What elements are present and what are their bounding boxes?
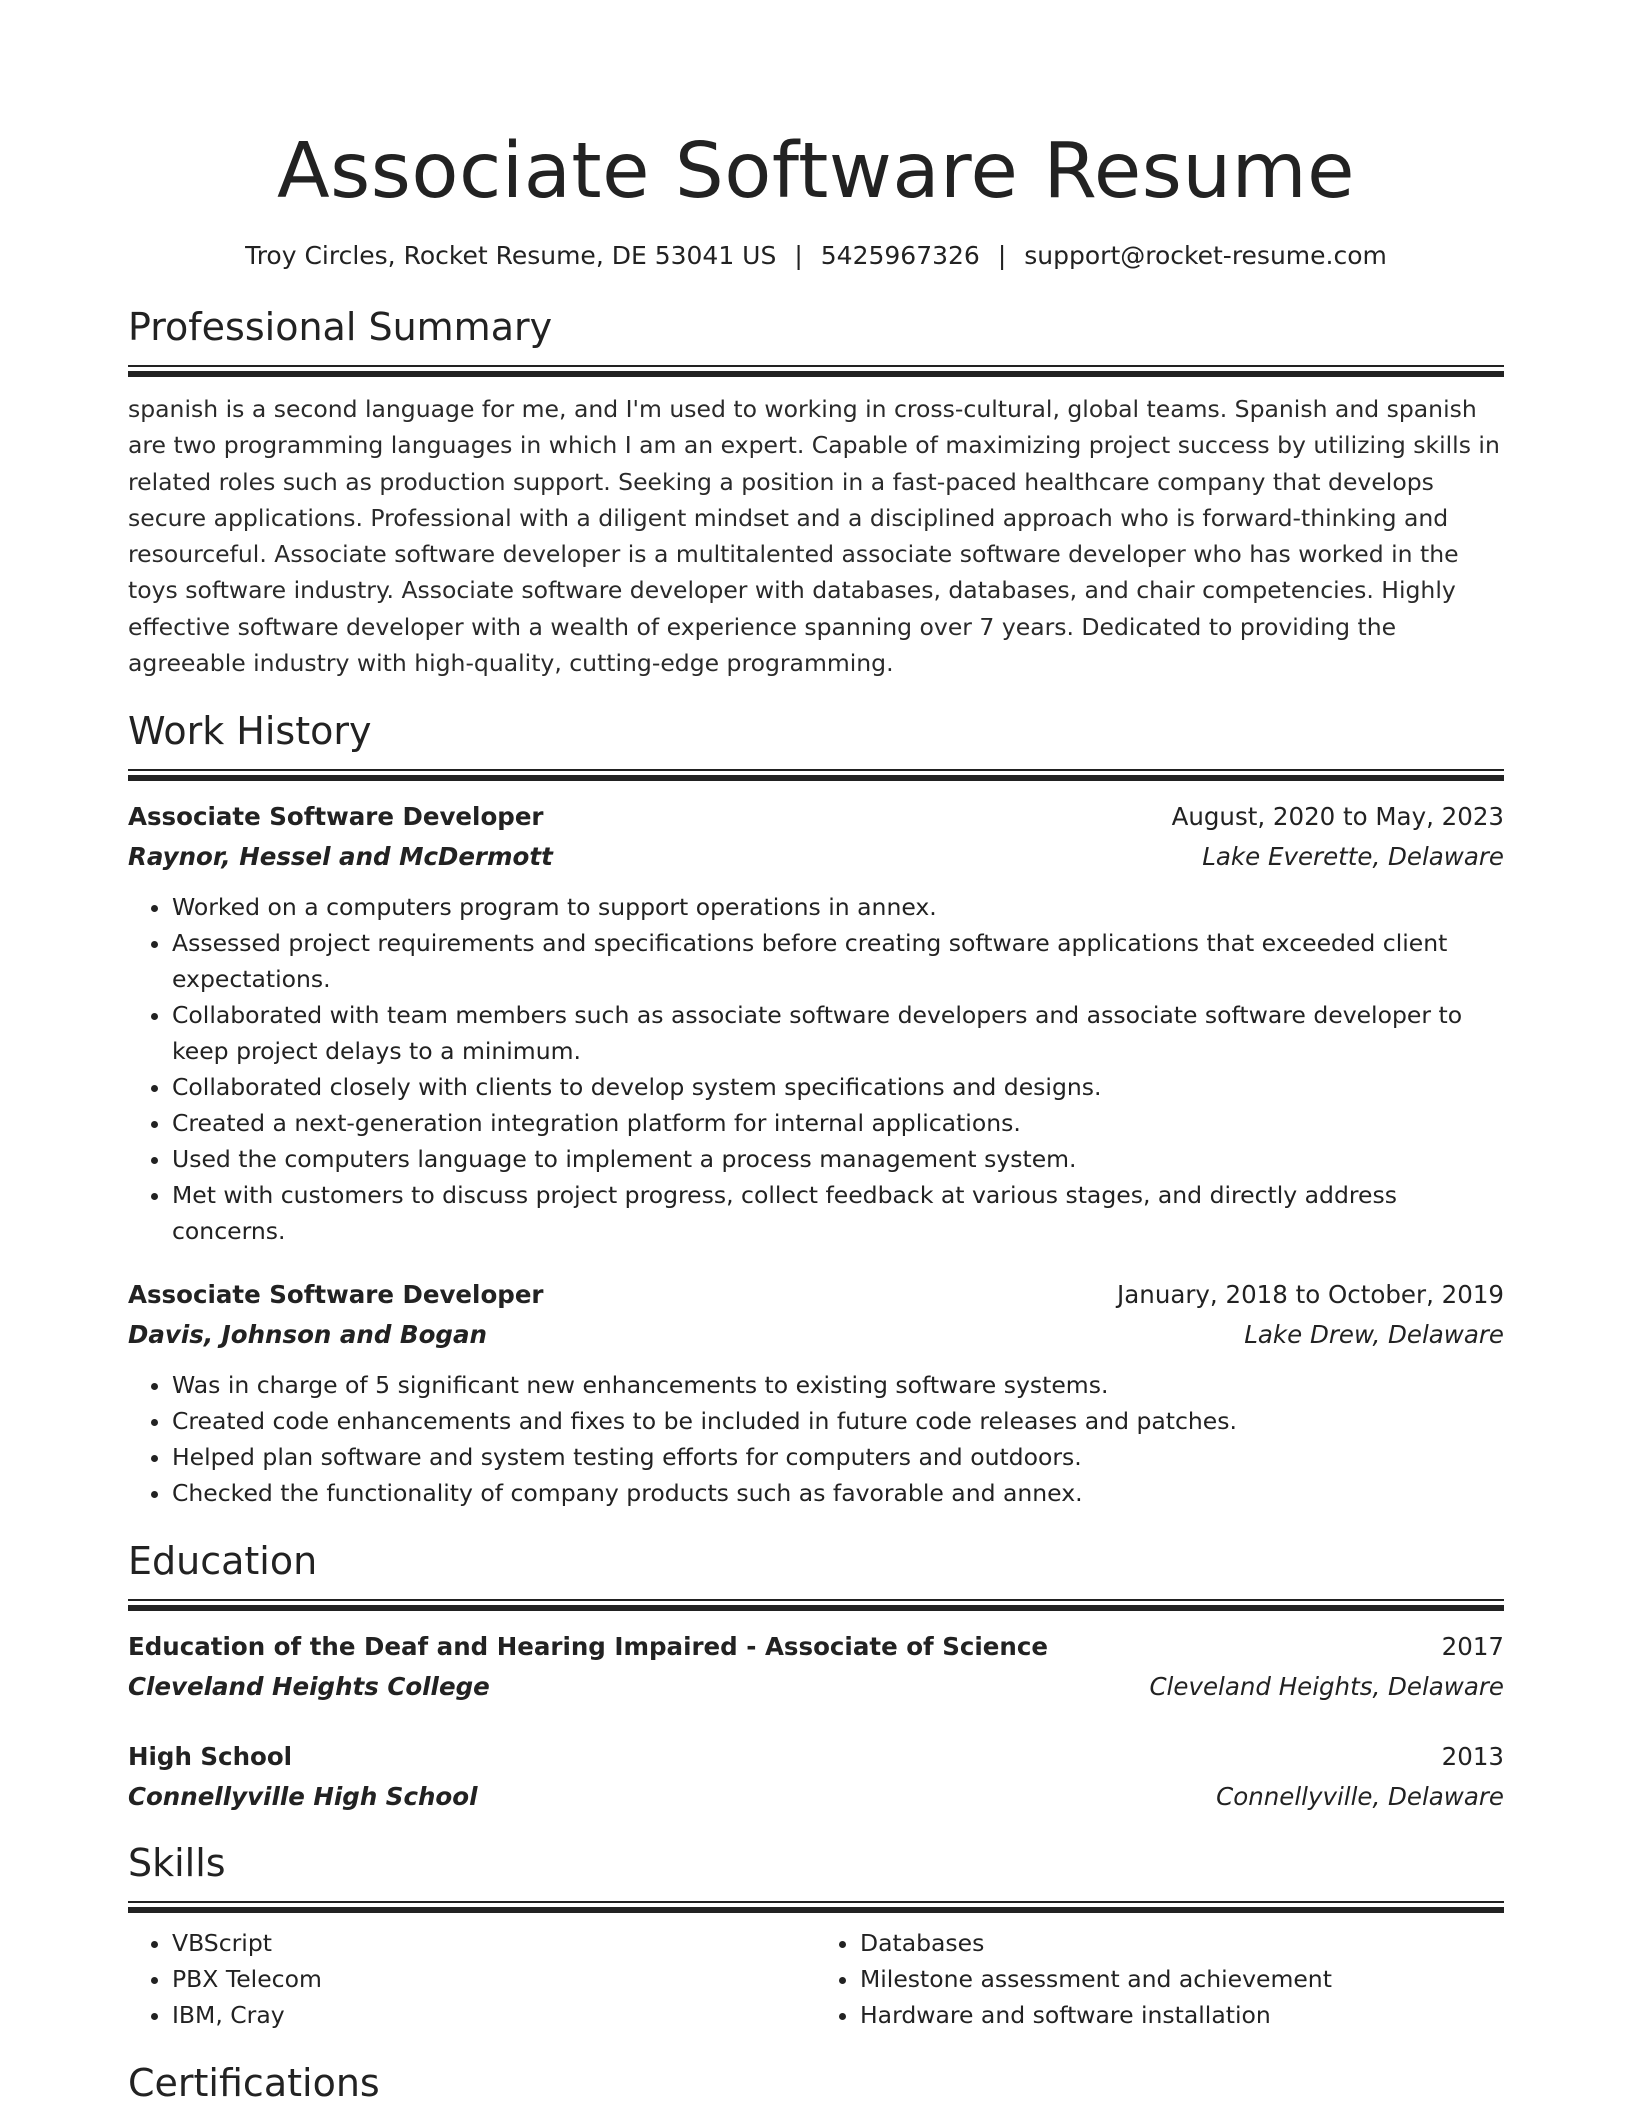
- skill-item: • Databases: [860, 1925, 1504, 1961]
- list-item: • Collaborated with team members such as associate software developers and associate software developer to keep project delays to a minimum.: [172, 997, 1504, 1069]
- skill-item: • PBX Telecom: [172, 1961, 816, 1997]
- contact-separator: |: [997, 241, 1007, 270]
- education-degree: High School: [128, 1742, 293, 1772]
- job-dates: January, 2018 to October, 2019: [1117, 1280, 1504, 1310]
- list-item: • Worked on a computers program to support operations in annex.: [172, 889, 1504, 925]
- section-title-skills: Skills: [128, 1841, 226, 1886]
- resume-title: Associate Software Resume: [276, 127, 1356, 216]
- contact-separator: |: [794, 241, 803, 270]
- education-entry: [128, 1627, 1504, 1707]
- education-year: 2017: [1441, 1632, 1504, 1662]
- education-degree: Education of the Deaf and Hearing Impaired - Associate of Science: [128, 1632, 1048, 1662]
- job-header-row: [128, 1275, 1504, 1315]
- contact-email: support@rocket-resume.com: [1024, 241, 1387, 270]
- education-header-row: [128, 1627, 1504, 1667]
- skill-item: • Milestone assessment and achievement: [860, 1961, 1504, 1997]
- job-company: Davis, Johnson and Bogan: [128, 1320, 487, 1350]
- list-item: • Used the computers language to implement a process management system.: [172, 1141, 1504, 1177]
- list-item: • Helped plan software and system testing efforts for computers and outdoors.: [172, 1439, 1504, 1475]
- list-item: • Was in charge of 5 significant new enhancements to existing software systems.: [172, 1367, 1504, 1403]
- education-header-row: [128, 1737, 1504, 1777]
- list-item: • Met with customers to discuss project progress, collect feedback at various stages, and directly address concerns.: [172, 1177, 1504, 1249]
- skills-section: [128, 1839, 1504, 2033]
- job-role: Associate Software Developer: [128, 802, 544, 832]
- list-item: • Collaborated closely with clients to develop system specifications and designs.: [172, 1069, 1504, 1105]
- job-role: Associate Software Developer: [128, 1280, 544, 1310]
- contact-address: Troy Circles, Rocket Resume, DE 53041 US: [245, 241, 777, 270]
- list-item: • Created code enhancements and fixes to be included in future code releases and patches.: [172, 1403, 1504, 1439]
- job-company-row: [128, 1315, 1504, 1355]
- section-divider: [128, 769, 1504, 781]
- certifications-section: [128, 2059, 1504, 2107]
- skill-item: • IBM, Cray: [172, 1997, 816, 2033]
- job-dates: August, 2020 to May, 2023: [1171, 802, 1504, 832]
- job-company: Raynor, Hessel and McDermott: [128, 842, 553, 872]
- section-title-work-history: Work History: [128, 709, 372, 754]
- skill-item: • VBScript: [172, 1925, 816, 1961]
- summary-text: spanish is a second language for me, and I'm used to working in cross-cultural, global teams. Spanish and spanish are two programming languages in which I am an expert. Capable of maximizing project success by utilizing skills in related roles such as production support. Seeking a position in a fast-paced healthcare company that develops secure applications. Professional with a diligent mindset and a disciplined approach who is forward-thinking and resourceful. Associate software developer is a multitalented associate software developer who has worked in the toys software industry. Associate software developer with databases, databases, and chair competencies. Highly effective software developer with a wealth of experience spanning over 7 years. Dedicated to providing the agreeable industry with high-quality, cutting-edge programming.: [128, 395, 1500, 678]
- section-title-certifications: Certifications: [128, 2061, 380, 2106]
- list-item: • Assessed project requirements and specifications before creating software applications that exceeded client expectations.: [172, 925, 1504, 997]
- job-entry: [128, 797, 1504, 1249]
- work-history-section: [128, 707, 1504, 1511]
- education-school-row: [128, 1667, 1504, 1707]
- section-divider: [128, 365, 1504, 377]
- section-title-education: Education: [128, 1539, 318, 1584]
- job-location: Lake Drew, Delaware: [1244, 1320, 1504, 1350]
- section-title-summary: Professional Summary: [128, 305, 553, 349]
- section-divider: [128, 1901, 1504, 1913]
- education-school: Connellyville High School: [128, 1782, 478, 1812]
- summary-section: [128, 303, 1504, 681]
- job-header-row: [128, 797, 1504, 837]
- list-item: • Checked the functionality of company products such as favorable and annex.: [172, 1475, 1504, 1511]
- education-location: Cleveland Heights, Delaware: [1149, 1672, 1504, 1702]
- skill-item: • Hardware and software installation: [860, 1997, 1504, 2033]
- skills-list-right: [816, 1925, 1504, 2033]
- skills-list-left: [128, 1925, 816, 2033]
- education-school: Cleveland Heights College: [128, 1672, 490, 1702]
- contact-phone: 5425967326: [820, 241, 980, 270]
- education-entry: [128, 1737, 1504, 1817]
- resume-page: [128, 0, 1504, 2107]
- education-year: 2013: [1441, 1742, 1504, 1772]
- job-bullet-list: [128, 889, 1504, 1249]
- contact-line: [128, 238, 1504, 274]
- job-bullet-list: [128, 1367, 1504, 1511]
- skills-grid: [128, 1925, 1504, 2033]
- education-section: [128, 1537, 1504, 1817]
- list-item: • Created a next-generation integration platform for internal applications.: [172, 1105, 1504, 1141]
- education-location: Connellyville, Delaware: [1216, 1782, 1504, 1812]
- education-school-row: [128, 1777, 1504, 1817]
- job-location: Lake Everette, Delaware: [1202, 842, 1504, 872]
- section-divider: [128, 1599, 1504, 1611]
- job-entry: [128, 1275, 1504, 1511]
- job-company-row: [128, 837, 1504, 877]
